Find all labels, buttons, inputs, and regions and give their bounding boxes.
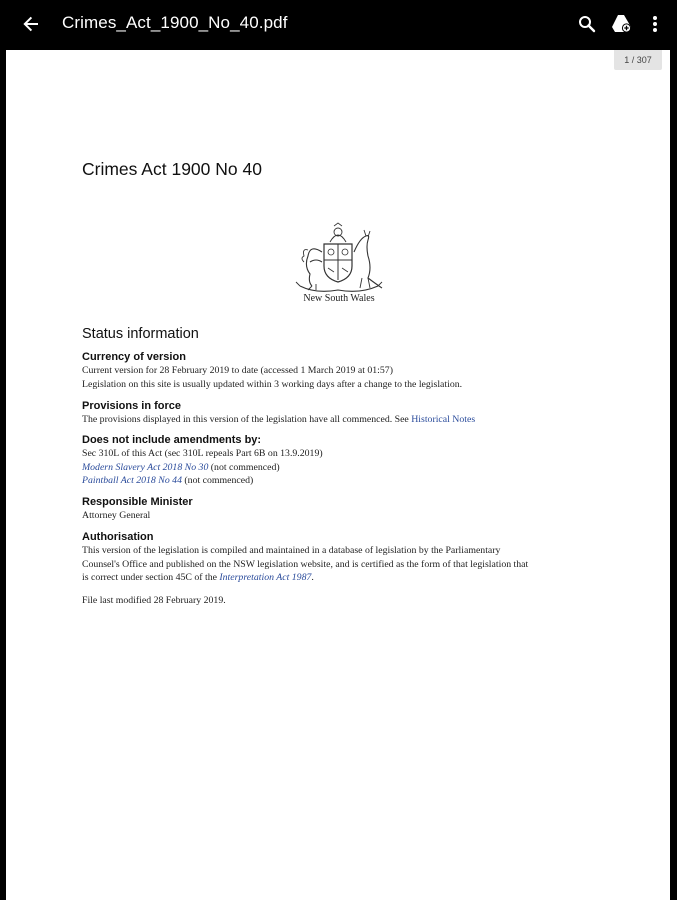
amendment-note: (not commenced) (208, 461, 280, 473)
authorisation-heading: Authorisation (82, 531, 154, 543)
amendment-item (82, 461, 622, 475)
search-button[interactable] (575, 12, 599, 36)
provisions-text-body: The provisions displayed in this version of the legislation have all commenced. See (82, 414, 412, 425)
amendment-item (82, 474, 622, 488)
authorisation-section (82, 531, 622, 585)
modern-slavery-act-link[interactable]: Modern Slavery Act 2018 No 30 (82, 461, 209, 473)
minister-text: Attorney General (82, 510, 151, 521)
document-title: Crimes_Act_1900_No_40.pdf (62, 13, 288, 32)
amendments-section (82, 434, 622, 488)
minister-section (82, 496, 622, 523)
amendments-heading: Does not include amendments by: (82, 434, 262, 446)
paintball-act-link[interactable]: Paintball Act 2018 No 44 (82, 475, 182, 486)
amendment-note: (not commenced) (181, 475, 254, 486)
status-heading: Status information (82, 326, 199, 342)
currency-note: Legislation on this site is usually updated within 3 working days after a change to the legislation. (82, 378, 463, 390)
authorisation-line-pre: is correct under section 45C of the (82, 572, 220, 583)
authorisation-line (82, 571, 622, 585)
more-vert-icon (652, 15, 658, 33)
nsw-coat-of-arms-icon (286, 222, 392, 294)
add-to-drive-button[interactable] (610, 12, 634, 36)
toolbar (0, 0, 677, 48)
search-icon (578, 15, 596, 33)
provisions-heading: Provisions in force (82, 400, 182, 412)
more-options-button[interactable] (643, 12, 667, 36)
authorisation-line: Counsel's Office and published on the NSW legislation website, and is certified as the form of that legislation that (82, 558, 529, 570)
page-title: Crimes Act 1900 No 40 (82, 159, 262, 179)
currency-heading: Currency of version (82, 351, 186, 363)
currency-section (82, 351, 622, 391)
drive-add-icon (611, 14, 633, 34)
amendment-item: Sec 310L of this Act (sec 310L repeals Part 6B on 13.9.2019) (82, 448, 323, 459)
provisions-section (82, 400, 622, 427)
pdf-page[interactable] (6, 50, 670, 900)
interpretation-act-link[interactable]: Interpretation Act 1987 (219, 572, 312, 583)
currency-line: Current version for 28 February 2019 to date (accessed 1 March 2019 at 01:57) (82, 365, 393, 376)
back-button[interactable] (18, 12, 44, 36)
page-indicator: 1 / 307 (614, 50, 662, 70)
provisions-text (82, 413, 622, 427)
minister-heading: Responsible Minister (82, 496, 193, 508)
historical-notes-link[interactable]: Historical Notes (411, 414, 476, 425)
authorisation-line: This version of the legislation is compiled and maintained in a database of legislation by the Parliamentary (82, 545, 501, 556)
authorisation-line-post: . (311, 572, 314, 583)
crest-caption: New South Wales (303, 293, 375, 304)
back-arrow-icon (23, 16, 39, 32)
file-modified: File last modified 28 February 2019. (82, 595, 226, 606)
